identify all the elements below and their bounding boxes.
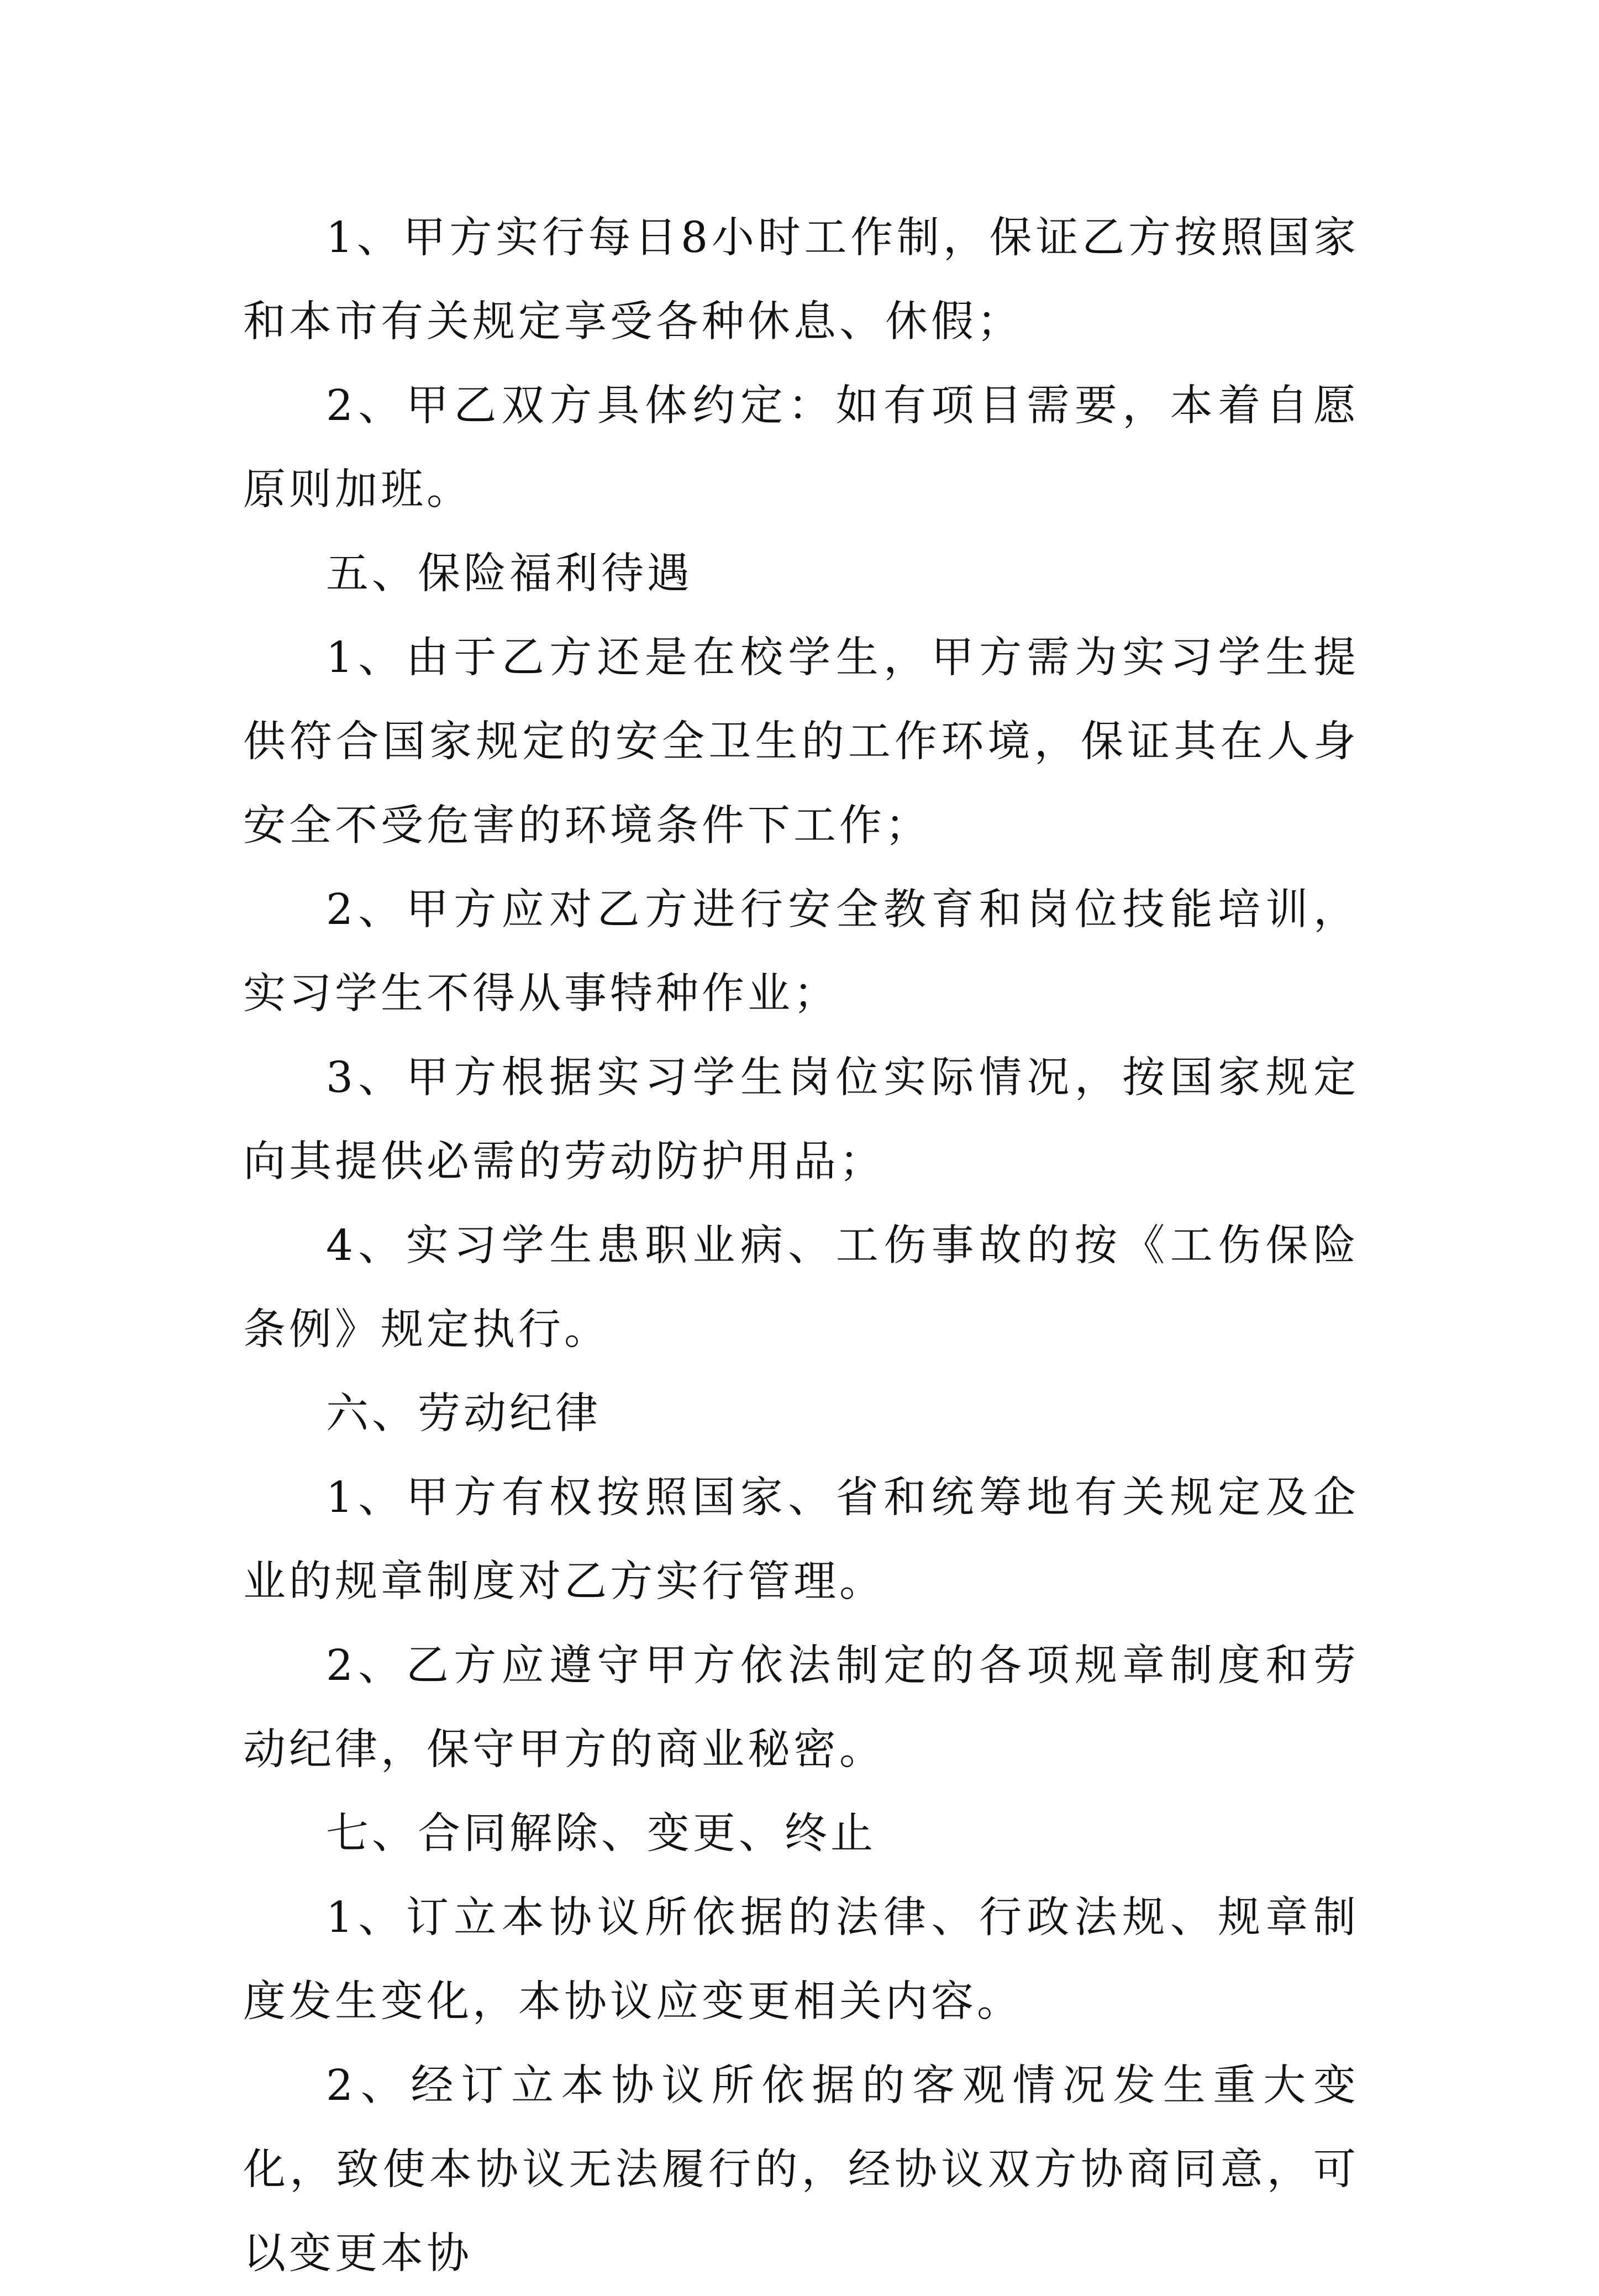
paragraph-law-change: 1、订立本协议所依据的法律、行政法规、规章制度发生变化，本协议应变更相关内容。 [243,1893,1359,2026]
section-heading-discipline: 六、劳动纪律 [326,1389,601,1438]
paragraph-safe-environment: 1、由于乙方还是在校学生，甲方需为实习学生提供符合国家规定的安全卫生的工作环境，保证其在人身安全不受危害的环境条件下工作； [243,633,1359,850]
paragraph-protective-equipment: 3、甲方根据实习学生岗位实际情况，按国家规定向其提供必需的劳动防护用品； [243,1053,1359,1186]
paragraph-safety-training: 2、甲方应对乙方进行安全教育和岗位技能培训，实习学生不得从事特种作业； [243,885,1359,1018]
section-heading-insurance: 五、保险福利待遇 [326,549,693,598]
paragraph-overtime: 2、甲乙双方具体约定：如有项目需要，本着自愿原则加班。 [243,381,1359,514]
paragraph-management-rights: 1、甲方有权按照国家、省和统筹地有关规定及企业的规章制度对乙方实行管理。 [243,1473,1359,1606]
paragraph-circumstance-change: 2、经订立本协议所依据的客观情况发生重大变化，致使本协议无法履行的，经协议双方协商同意，可以变更本协 [243,2061,1359,2278]
paragraph-occupational-injury: 4、实习学生患职业病、工伤事故的按《工伤保险条例》规定执行。 [243,1221,1359,1354]
document-body [243,196,1359,2296]
section-heading-termination: 七、合同解除、变更、终止 [326,1809,876,1858]
paragraph-working-hours: 1、甲方实行每日8小时工作制，保证乙方按照国家和本市有关规定享受各种休息、休假； [243,213,1359,346]
paragraph-compliance: 2、乙方应遵守甲方依法制定的各项规章制度和劳动纪律，保守甲方的商业秘密。 [243,1641,1359,1774]
